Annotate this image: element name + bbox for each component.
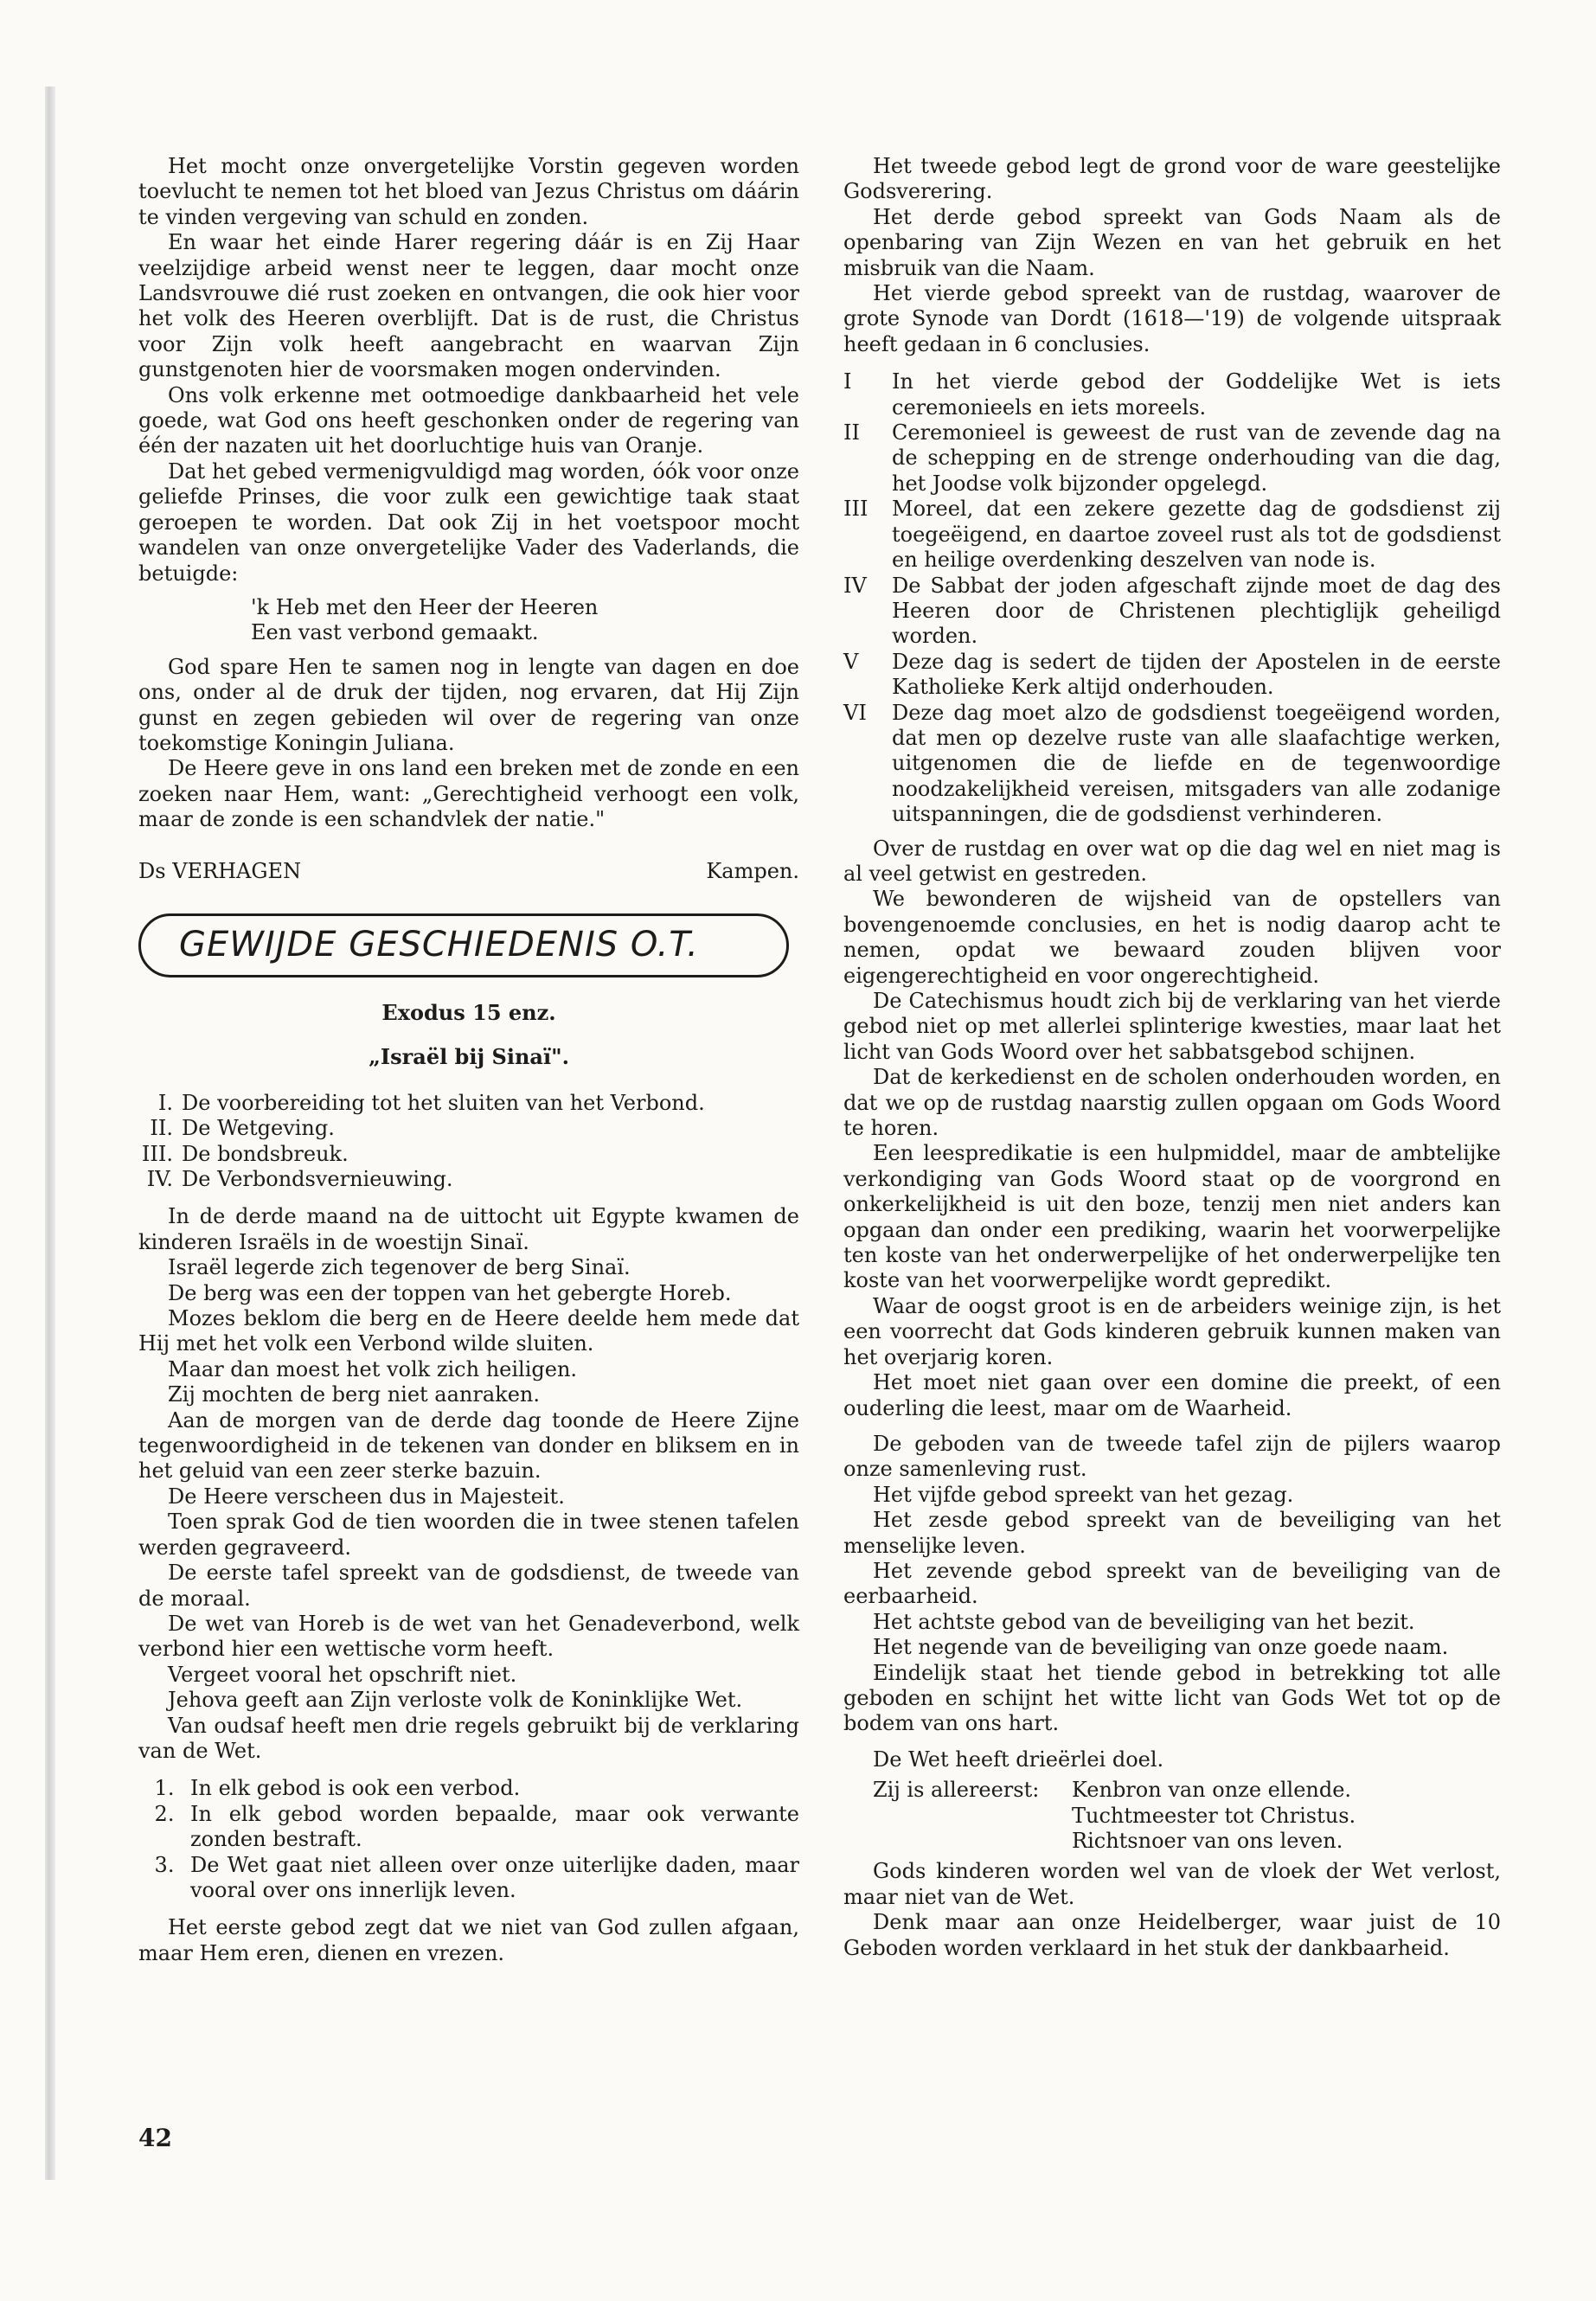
paragraph: De Catechismus houdt zich bij de verklaring van het vierde gebod niet op met allerlei splinterige kwesties, maar laat het licht van Gods Woord over het sabbatsgebod schijnen. — [843, 989, 1501, 1064]
purpose-item: Zij is allereerst: Kenbron van onze ellende. — [843, 1778, 1501, 1803]
paragraph: Het eerste gebod zegt dat we niet van God zullen afgaan, maar Hem eren, dienen en vrezen. — [138, 1915, 799, 1965]
paragraph: Het negende van de beveiliging van onze goede naam. — [873, 1635, 1449, 1660]
paragraph: Het zevende gebod spreekt van de beveiliging van de eerbaarheid. — [843, 1558, 1501, 1609]
paragraph: De Wet heeft drieërlei doel. — [873, 1747, 1164, 1772]
purpose-label: Zij is allereerst: — [873, 1778, 1040, 1803]
conclusion-item: III Moreel, dat een zekere gezette dag de godsdienst zij toegeëigend, en daartoe zoveel rust als tot de godsdienst en heilige overdenking deszelven van node is. — [843, 497, 1501, 573]
outline-item: IV. De Verbondsvernieuwing. — [146, 1167, 453, 1191]
rule-item: 3. De Wet gaat niet alleen over onze uiterlijke daden, maar vooral over ons innerlijk leven. — [154, 1852, 799, 1902]
outline-item: II. De Wetgeving. — [150, 1116, 335, 1141]
conclusion-item: IV De Sabbat der joden afgeschaft zijnde moet de dag des Heeren door de Christenen plechtiglijk geheiligd worden. — [843, 573, 1501, 649]
scripture-reference: Exodus 15 enz. — [381, 999, 556, 1025]
paragraph: God spare Hen te samen nog in lengte van dagen en doe ons, onder al de druk der tijden, nog ervaren, dat Hij Zijn gunst en zegen gebieden wil over de regering van onze toekomstige Koningin Juliana. — [138, 654, 799, 755]
paragraph: Over de rustdag en over wat op die dag wel en niet mag is al veel getwist en gestreden. — [843, 836, 1501, 886]
signature — [138, 859, 799, 884]
outline-item: I. De voorbereiding tot het sluiten van het Verbond. — [157, 1090, 705, 1115]
paragraph: De Heere geve in ons land een breken met de zonde en een zoeken naar Hem, want: „Gerechtigheid verhoogt een volk, maar de zonde is een schandvlek der natie." — [138, 756, 799, 832]
paragraph: Vergeet vooral het opschrift niet. — [168, 1662, 517, 1687]
paragraph: Het zesde gebod spreekt van de beveiliging van het menselijke leven. — [843, 1508, 1501, 1558]
outline-list — [138, 1091, 799, 1193]
paragraph: Gods kinderen worden wel van de vloek der Wet verlost, maar niet van de Wet. — [843, 1859, 1501, 1909]
paragraph: Mozes beklom die berg en de Heere deelde hem mede dat Hij met het volk een Verbond wilde sluiten. — [138, 1306, 799, 1356]
page-number: 42 — [138, 2124, 172, 2152]
conclusion-item: V Deze dag is sedert de tijden der Apostelen in de eerste Katholieke Kerk altijd onderhouden. — [843, 649, 1501, 700]
paragraph: De Heere verscheen dus in Majesteit. — [168, 1484, 565, 1509]
conclusions-list — [843, 369, 1501, 827]
paragraph: Maar dan moest het volk zich heiligen. — [168, 1356, 578, 1381]
conclusion-item: I In het vierde gebod der Goddelijke Wet is iets ceremonieels en iets moreels. — [843, 369, 1501, 420]
purpose-item: Tuchtmeester tot Christus. — [1072, 1803, 1356, 1828]
outline-item: III. De bondsbreuk. — [141, 1141, 349, 1166]
section-heading — [138, 913, 789, 977]
rule-item: 2. In elk gebod worden bepaalde, maar ook verwante zonden bestraft. — [154, 1801, 799, 1852]
paragraph: Een leespredikatie is een hulpmiddel, maar de ambtelijke verkondiging van Gods Woord staat op de voorgrond en onkerkelijkheid is uit den boze, tenzij men niet anders kan opgaan dan onder een prediking, waarin het voorwerpelijke ten koste van het onderwerpelijke of het onderwerpelijke ten koste van het voorwerpelijke wordt gepredikt. — [843, 1141, 1501, 1293]
paragraph: En waar het einde Harer regering dáár is en Zij Haar veelzijdige arbeid wenst neer te leggen, daar mocht onze Landsvrouwe dié rust zoeken en ontvangen, die ook hier voor het volk des Heeren overblijft. Dat is de rust, die Christus voor Zijn volk heeft aangebracht en waarvan Zijn gunstgenoten hier de voorsmaken mogen ondervinden. — [138, 230, 799, 382]
poem-line: Een vast verbond gemaakt. — [251, 620, 539, 645]
poem-quote — [251, 595, 799, 646]
paragraph: Het vijfde gebod spreekt van het gezag. — [873, 1482, 1294, 1507]
author-name: Ds VERHAGEN — [138, 858, 302, 883]
rule-item: 1. In elk gebod is ook een verbod. — [154, 1776, 521, 1801]
paragraph: De berg was een der toppen van het gebergte Horeb. — [168, 1280, 732, 1305]
paragraph: Het mocht onze onvergetelijke Vorstin gegeven worden toevlucht te nemen tot het bloed van Jezus Christus om dáárin te vinden vergeving van schuld en zonden. — [138, 154, 799, 229]
paragraph: De wet van Horeb is de wet van het Genadeverbond, welk verbond hier een wettische vorm heeft. — [138, 1611, 799, 1662]
paragraph: Eindelijk staat het tiende gebod in betrekking tot alle geboden en schijnt het witte licht van Gods Wet tot op de bodem van ons hart. — [843, 1660, 1501, 1736]
paragraph: Het moet niet gaan over een domine die preekt, of een ouderling die leest, maar om de Waarheid. — [843, 1370, 1501, 1420]
paragraph: Zij mochten de berg niet aanraken. — [168, 1382, 540, 1407]
conclusion-item: II Ceremonieel is geweest de rust van de zevende dag na de schepping en de strenge onderhouding van die dag, het Joodse volk bijzonder opgelegd. — [843, 420, 1501, 496]
section-heading-text: GEWIJDE GESCHIEDENIS O.T. — [179, 925, 699, 965]
purpose-list — [843, 1778, 1501, 1854]
paragraph: Jehova geeft aan Zijn verloste volk de Koninklijke Wet. — [168, 1688, 743, 1713]
right-column — [843, 154, 1501, 1961]
binding-shadow — [45, 87, 55, 2180]
paragraph: Dat de kerkedienst en de scholen onderhouden worden, en dat we op de rustdag naarstig zullen opgaan om Gods Woord te horen. — [843, 1065, 1501, 1141]
paragraph: Van oudsaf heeft men drie regels gebruikt bij de verklaring van de Wet. — [138, 1713, 799, 1763]
paragraph: De geboden van de tweede tafel zijn de pijlers waarop onze samenleving rust. — [843, 1431, 1501, 1482]
paragraph: De eerste tafel spreekt van de godsdienst, de tweede van de moraal. — [138, 1561, 799, 1611]
left-column — [138, 154, 799, 1966]
paragraph: Het vierde gebod spreekt van de rustdag, waarover de grote Synode van Dordt (1618—'19) de volgende uitspraak heeft gedaan in 6 conclusies. — [843, 281, 1501, 356]
paragraph: Ons volk erkenne met ootmoedige dankbaarheid het vele goede, wat God ons heeft geschonken onder de regering van één der nazaten uit het doorluchtige huis van Oranje. — [138, 382, 799, 458]
paragraph: In de derde maand na de uittocht uit Egypte kwamen de kinderen Israëls in de woestijn Sinaï. — [138, 1204, 799, 1254]
paragraph: Het tweede gebod legt de grond voor de ware geestelijke Godsverering. — [843, 154, 1501, 204]
paragraph: Israël legerde zich tegenover de berg Sinaï. — [168, 1255, 631, 1280]
poem-line: 'k Heb met den Heer der Heeren — [251, 594, 599, 619]
purpose-item: Richtsnoer van ons leven. — [1072, 1829, 1343, 1853]
paragraph: We bewonderen de wijsheid van de opstellers van bovengenoemde conclusies, en het is nodig daarop acht te nemen, opdat we bewaard zouden blijven voor eigengerechtigheid en voor ongerechtigheid. — [843, 887, 1501, 988]
rules-list — [138, 1776, 799, 1903]
author-place: Kampen. — [706, 858, 799, 883]
paragraph: Toen sprak God de tien woorden die in twee stenen tafelen werden gegraveerd. — [138, 1509, 799, 1560]
conclusion-item: VI Deze dag moet alzo de godsdienst toegeëigend worden, dat men op dezelve ruste van alle slaafachtige werken, uitgenomen die de liefde en de tegenwoordige noodzakelijkheid vereisen, mitsgaders van alle zodanige uitspanningen, die de godsdienst verhinderen. — [843, 700, 1501, 827]
paragraph: Het achtste gebod van de beveiliging van het bezit. — [873, 1609, 1415, 1634]
paragraph: Denk maar aan onze Heidelberger, waar juist de 10 Geboden worden verklaard in het stuk der dankbaarheid. — [843, 1910, 1501, 1960]
lesson-title: „Israël bij Sinaï". — [369, 1044, 569, 1070]
paragraph: Aan de morgen van de derde dag toonde de Heere Zijne tegenwoordigheid in de tekenen van donder en bliksem en in het geluid van een zeer sterke bazuin. — [138, 1407, 799, 1484]
paragraph: Het derde gebod spreekt van Gods Naam als de openbaring van Zijn Wezen en van het gebruik en het misbruik van die Naam. — [843, 204, 1501, 280]
paragraph: Dat het gebed vermenigvuldigd mag worden, óók voor onze geliefde Prinses, die voor zulk een gewichtige taak staat geroepen te worden. Dat ook Zij in het voetspoor mocht wandelen van onze onvergetelijke Vader des Vaderlands, die betuigde: — [138, 458, 799, 586]
paragraph: Waar de oogst groot is en de arbeiders weinige zijn, is het een voorrecht dat Gods kinderen gebruik kunnen maken van het overjarig koren. — [843, 1293, 1501, 1369]
